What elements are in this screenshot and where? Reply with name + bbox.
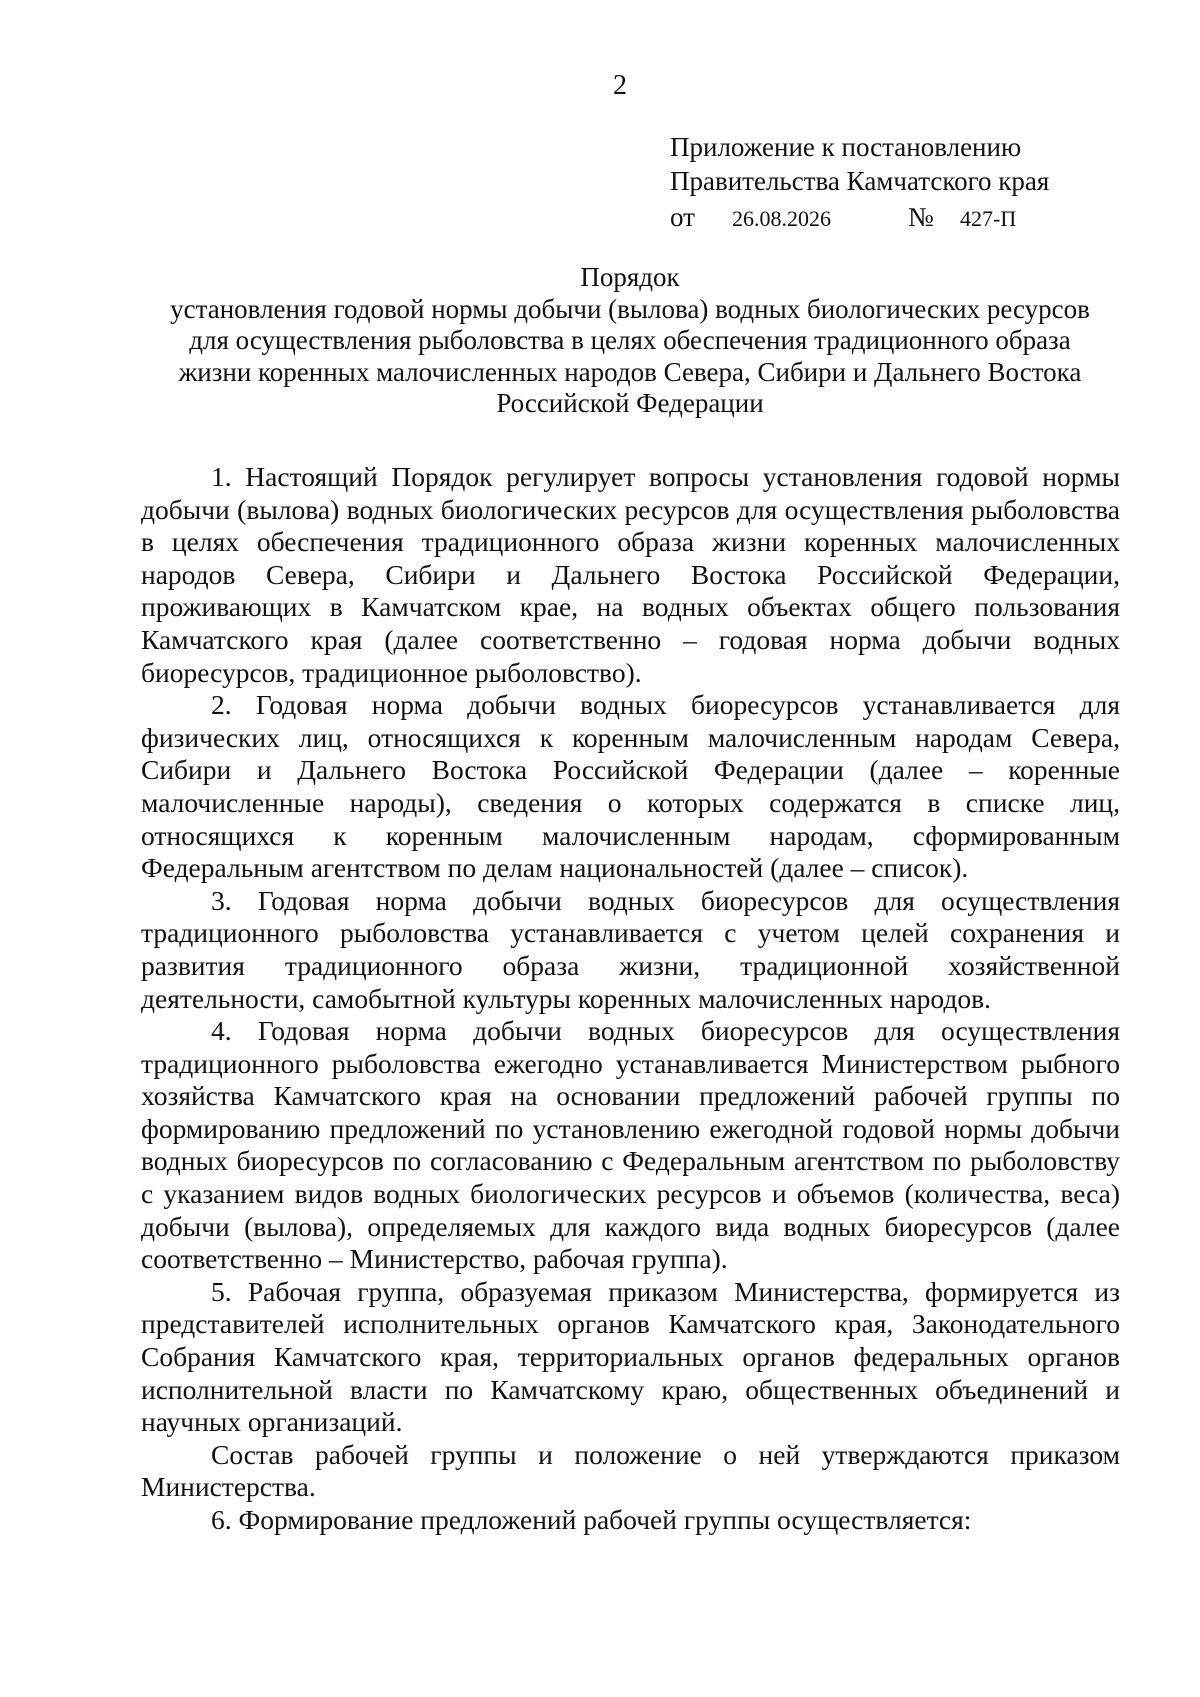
paragraph-2: 2. Годовая норма добычи водных биоресурсов устанавливается для физических лиц, относящихся к коренным малочисленным народам Севера, Сибири и Дальнего Востока Российской Федерации (далее – коренные малочисленные народы), сведения о которых содержатся в списке лиц, относящихся к коренным малочисленным народам, сформированным Федеральным агентством по делам национальностей (далее – список). <box>141 689 1120 884</box>
number-sign: № <box>908 202 934 232</box>
paragraph-1: 1. Настоящий Порядок регулирует вопросы установления годовой нормы добычи (вылова) водных биологических ресурсов для осуществления рыболовства в целях обеспечения традиционного образа жизни коренных малочисленных народов Севера, Сибири и Дальнего Востока Российской Федерации, проживающих в Камчатском крае, на водных объектах общего пользования Камчатского края (далее соответственно – годовая норма добычи водных биоресурсов, традиционное рыболовство). <box>141 461 1120 688</box>
paragraph-6: 6. Формирование предложений рабочей группы осуществляется: <box>211 1504 972 1535</box>
title-line-4: жизни коренных малочисленных народов Севера, Сибири и Дальнего Востока <box>178 356 1082 387</box>
date-prefix: от <box>670 202 695 232</box>
appendix-block <box>670 130 1049 236</box>
page-number: 2 <box>613 70 627 101</box>
document-body <box>141 461 1120 1537</box>
paragraph-5-continuation: Состав рабочей группы и положение о ней утверждаются приказом Министерства. <box>141 1438 1120 1503</box>
title-line-1: Порядок <box>580 262 680 292</box>
title-line-5: Российской Федерации <box>496 388 764 418</box>
document-title <box>140 262 1120 420</box>
appendix-line-1: Приложение к постановлению <box>670 132 1022 162</box>
title-line-2: установления годовой нормы добычи (вылова) водных биологических ресурсов <box>170 293 1090 324</box>
appendix-date-row <box>670 200 1049 236</box>
paragraph-3: 3. Годовая норма добычи водных биоресурсов для осуществления традиционного рыболовства устанавливается с учетом целей сохранения и развития традиционного образа жизни, традиционной хозяйственной деятельности, самобытной культуры коренных малочисленных народов. <box>141 884 1120 1014</box>
resolution-date: 26.08.2026 <box>732 206 831 231</box>
paragraph-4: 4. Годовая норма добычи водных биоресурсов для осуществления традиционного рыболовства ежегодно устанавливается Министерством рыбного хозяйства Камчатского края на основании предложений рабочей группы по формированию предложений по установлению ежегодной годовой нормы добычи водных биоресурсов по согласованию с Федеральным агентством по рыболовству с указанием видов водных биологических ресурсов и объемов (количества, веса) добычи (вылова), определяемых для каждого вида водных биоресурсов (далее соответственно – Министерство, рабочая группа). <box>141 1015 1120 1275</box>
title-line-3: для осуществления рыболовства в целях обеспечения традиционного образа <box>189 325 1071 355</box>
resolution-number: 427-П <box>960 206 1017 231</box>
appendix-line-2: Правительства Камчатского края <box>670 166 1050 196</box>
paragraph-5: 5. Рабочая группа, образуемая приказом Министерства, формируется из представителей исполнительных органов Камчатского края, Законодательного Собрания Камчатского края, территориальных органов федеральных органов исполнительной власти по Камчатскому краю, общественных объединений и научных организаций. <box>141 1275 1120 1438</box>
